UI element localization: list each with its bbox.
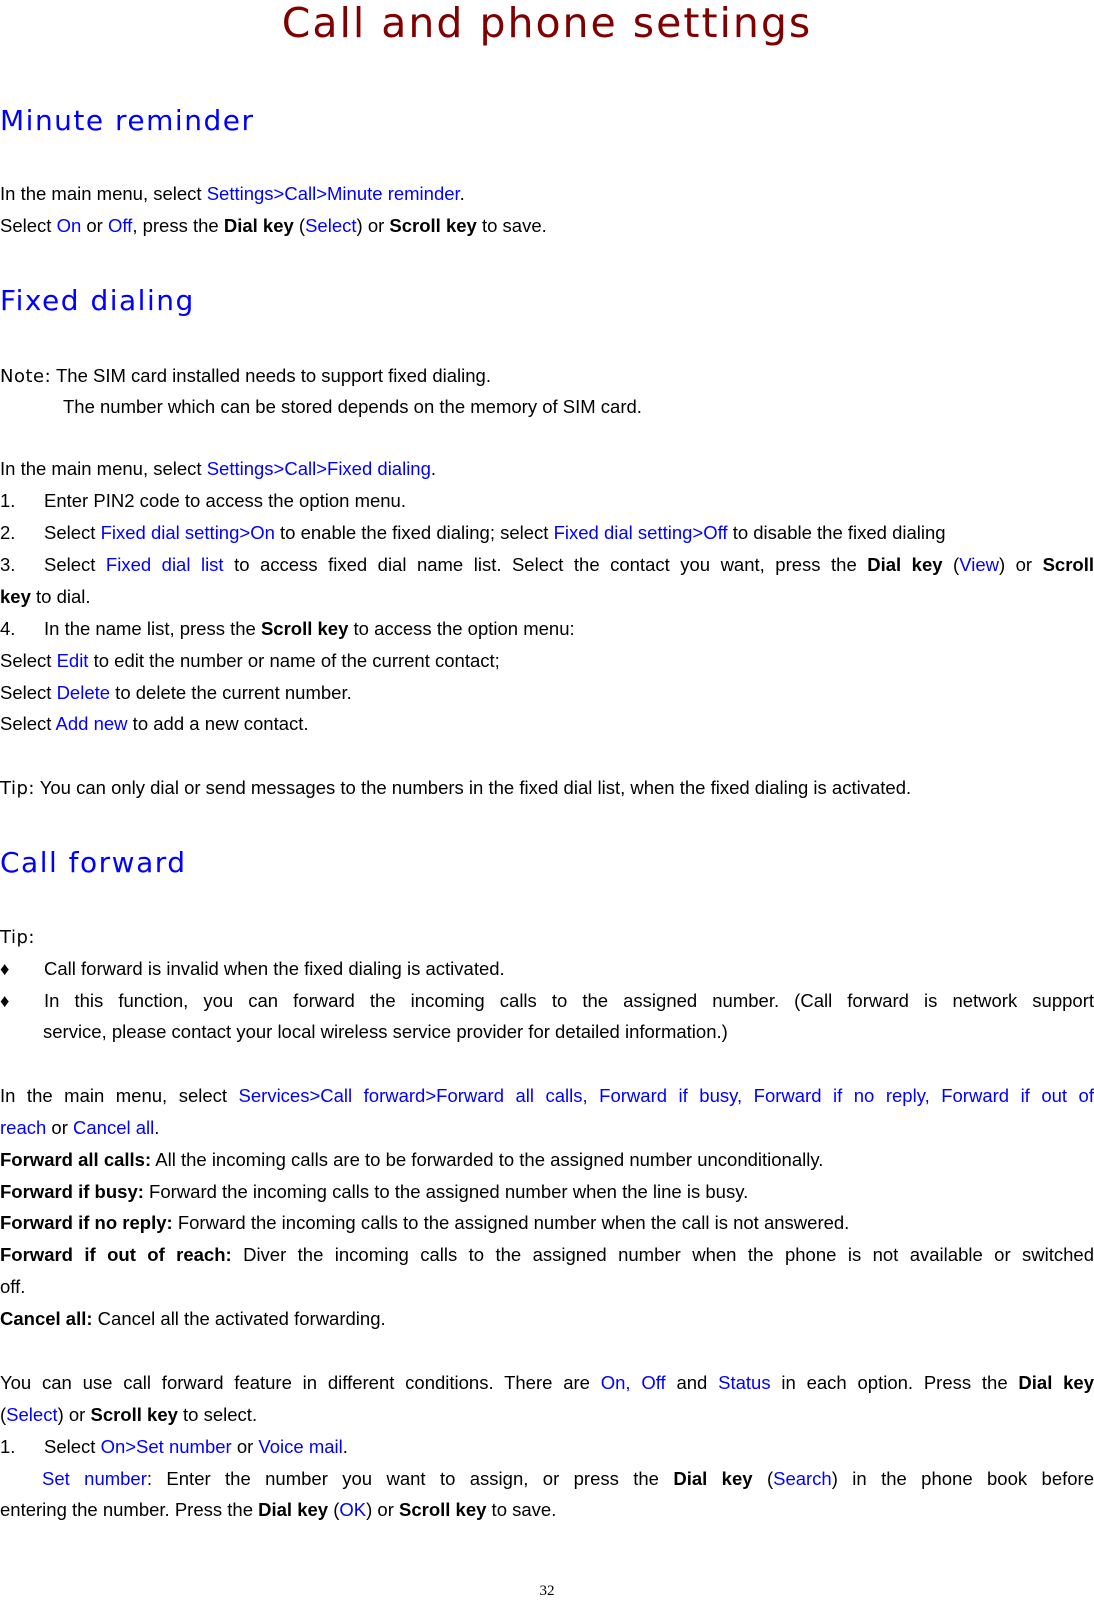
- diamond-bullet-icon: ♦: [0, 958, 10, 979]
- definition-forward-no-reply: Forward if no reply: Forward the incoming calls to the assigned number when the call is not answered.: [0, 1212, 850, 1233]
- definition-forward-out-of-reach: Forward if out of reach: Diver the incoming calls to the assigned number when the phone is not available or switched: [0, 1244, 1094, 1265]
- list-item-continued: key to dial.: [0, 586, 91, 607]
- heading-call-forward: Call forward: [0, 846, 187, 879]
- option-delete: Select Delete to delete the current number.: [0, 682, 352, 703]
- heading-fixed-dialing: Fixed dialing: [0, 284, 195, 317]
- set-number-description-continued: entering the number. Press the Dial key (OK) or Scroll key to save.: [0, 1499, 557, 1520]
- minute-reminder-path: In the main menu, select Settings>Call>Minute reminder.: [0, 183, 465, 204]
- page-number: 32: [539, 1583, 555, 1599]
- call-forward-tip-label: Tip:: [0, 927, 35, 948]
- definition-cancel-all: Cancel all: Cancel all the activated forwarding.: [0, 1308, 386, 1329]
- diamond-bullet-icon: ♦: [0, 990, 10, 1011]
- minute-reminder-instructions: Select On or Off, press the Dial key (Select) or Scroll key to save.: [0, 215, 547, 236]
- option-edit: Select Edit to edit the number or name of the current contact;: [0, 650, 500, 671]
- list-item: 4. In the name list, press the Scroll key to access the option menu:: [0, 618, 575, 639]
- list-item: 1. Enter PIN2 code to access the option menu.: [0, 490, 406, 511]
- note-line-2: The number which can be stored depends on the memory of SIM card.: [63, 396, 642, 417]
- heading-minute-reminder: Minute reminder: [0, 104, 255, 137]
- bullet-item-continued: service, please contact your local wireless service provider for detailed information.): [43, 1021, 728, 1042]
- conditions-paragraph: You can use call forward feature in different conditions. There are On, Off and Status in each option. Press the Dial key: [0, 1372, 1094, 1393]
- call-forward-path: In the main menu, select Services>Call forward>Forward all calls, Forward if busy, Forward if no reply, Forward if out of: [0, 1085, 1094, 1106]
- bullet-item: ♦ Call forward is invalid when the fixed dialing is activated.: [0, 958, 505, 979]
- call-forward-path-continued: reach or Cancel all.: [0, 1117, 160, 1138]
- option-add-new: Select Add new to add a new contact.: [0, 713, 309, 734]
- definition-continued: off.: [0, 1276, 26, 1297]
- conditions-paragraph-continued: (Select) or Scroll key to select.: [0, 1404, 258, 1425]
- note-label: Note:: [0, 366, 52, 387]
- definition-forward-busy: Forward if busy: Forward the incoming calls to the assigned number when the line is busy.: [0, 1181, 749, 1202]
- tip-label: Tip:: [0, 778, 35, 799]
- list-item: 2. Select Fixed dial setting>On to enable the fixed dialing; select Fixed dial setting>Off to disable the fixed dialing: [0, 522, 946, 543]
- bullet-item: ♦ In this function, you can forward the incoming calls to the assigned number. (Call forward is network support: [0, 990, 1094, 1011]
- note-line-1: Note: The SIM card installed needs to support fixed dialing.: [0, 365, 491, 387]
- fixed-dialing-path: In the main menu, select Settings>Call>Fixed dialing.: [0, 458, 437, 479]
- fixed-dialing-tip: Tip: You can only dial or send messages to the numbers in the fixed dial list, when the fixed dialing is activated.: [0, 777, 912, 799]
- page-title: Call and phone settings: [281, 0, 813, 47]
- set-number-description: Set number: Enter the number you want to assign, or press the Dial key (Search) in the phone book before: [42, 1468, 1094, 1489]
- definition-forward-all: Forward all calls: All the incoming calls are to be forwarded to the assigned number unconditionally.: [0, 1149, 824, 1170]
- list-item: 3. Select Fixed dial list to access fixed dial name list. Select the contact you want, press the Dial key (View) or Scroll: [0, 554, 1094, 575]
- list-item: 1. Select On>Set number or Voice mail.: [0, 1436, 348, 1457]
